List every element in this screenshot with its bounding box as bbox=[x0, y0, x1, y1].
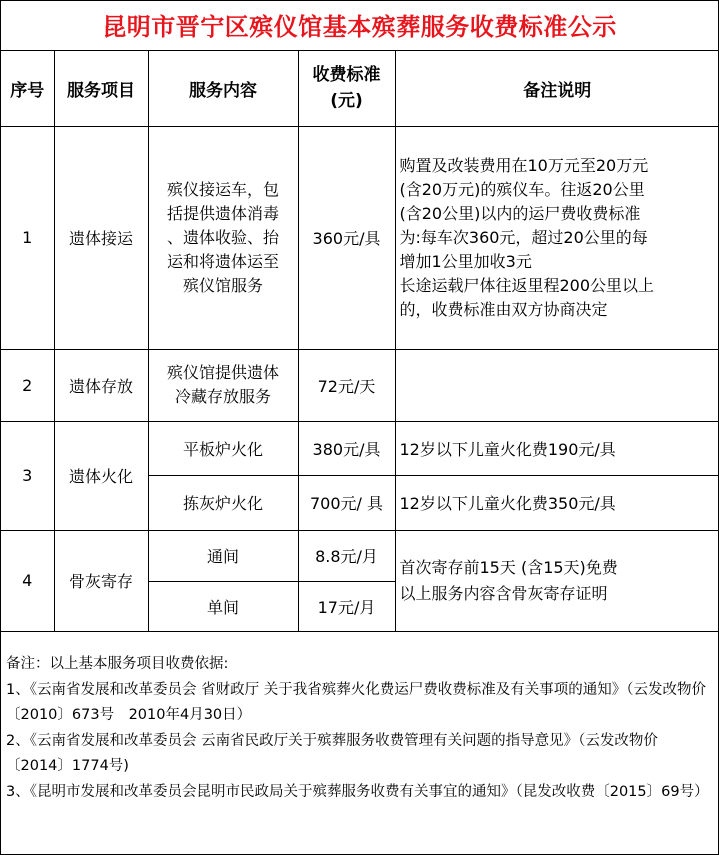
header-content: 服务内容 bbox=[148, 51, 298, 126]
footer-item: 3、《昆明市发展和改革委员会昆明市民政局关于殡葬服务收费有关事宜的通知》（昆发改收费〔2015〕69号） bbox=[6, 783, 709, 800]
row-fee: 17元/月 bbox=[298, 581, 395, 631]
page-title: 昆明市晋宁区殡仪馆基本殡葬服务收费标准公示 bbox=[1, 1, 718, 51]
content-line: 运和将遗体运至 bbox=[166, 251, 279, 271]
content-line: 冷藏存放服务 bbox=[174, 387, 271, 406]
content-line: 殡仪接运车，包 bbox=[166, 179, 279, 199]
note-line: 以上服务内容含骨灰寄存证明 bbox=[399, 583, 608, 603]
row-no: 3 bbox=[1, 421, 54, 530]
row-fee: 8.8元/月 bbox=[298, 530, 395, 581]
note-line: (含20公里)以内的运尸费收费标准 bbox=[399, 203, 641, 223]
row-no: 2 bbox=[1, 349, 54, 421]
content-line: 殡仪馆服务 bbox=[182, 275, 263, 295]
fee-table bbox=[1, 51, 719, 632]
row-item: 遗体存放 bbox=[54, 349, 148, 421]
footer-heading: 备注：以上基本服务项目收费依据: bbox=[6, 656, 229, 672]
row-note bbox=[395, 126, 719, 349]
header-fee-line1: 收费标准 bbox=[312, 65, 381, 86]
footer-item: 1、《云南省发展和改革委员会 省财政厅 关于我省殡葬火化费运尸费收费标准及有关事项的通知》（云发改物价〔2010〕673号 2010年4月30日） bbox=[6, 681, 706, 723]
row-item: 骨灰寄存 bbox=[54, 530, 148, 631]
row-note bbox=[395, 530, 719, 631]
header-fee-line2: (元) bbox=[330, 91, 363, 112]
row-no: 1 bbox=[1, 126, 54, 349]
row-note: 12岁以下儿童火化费190元/具 bbox=[395, 421, 719, 475]
row-note: 12岁以下儿童火化费350元/具 bbox=[395, 475, 719, 530]
row-fee: 700元/ 具 bbox=[298, 475, 395, 530]
row-content: 通间 bbox=[148, 530, 298, 581]
note-line: 增加1公里加收3元 bbox=[399, 251, 532, 271]
row-content bbox=[148, 126, 298, 349]
row-fee: 360元/具 bbox=[298, 126, 395, 349]
content-line: 殡仪馆提供遗体 bbox=[166, 363, 279, 382]
content-line: 、遗体收验、抬 bbox=[166, 227, 279, 247]
table-row bbox=[1, 421, 719, 475]
row-content: 单间 bbox=[148, 581, 298, 631]
row-fee: 380元/具 bbox=[298, 421, 395, 475]
note-line: (含20万元)的殡仪车。往返20公里 bbox=[399, 179, 645, 199]
footer-notes bbox=[1, 634, 718, 805]
note-line: 购置及改装费用在10万元至20万元 bbox=[399, 155, 649, 175]
row-content bbox=[148, 349, 298, 421]
row-fee: 72元/天 bbox=[298, 349, 395, 421]
row-note bbox=[395, 349, 719, 421]
header-no: 序号 bbox=[1, 51, 54, 126]
table-row bbox=[1, 530, 719, 581]
content-line: 括提供遗体消毒 bbox=[166, 203, 279, 223]
note-line: 为:每车次360元，超过20公里的每 bbox=[399, 227, 648, 247]
note-line: 长途运载尸体往返里程200公里以上 bbox=[399, 275, 655, 295]
table-row bbox=[1, 126, 719, 349]
note-line: 首次寄存前15天 (含15天)免费 bbox=[399, 557, 618, 577]
row-content: 拣灰炉火化 bbox=[148, 475, 298, 530]
row-item: 遗体接运 bbox=[54, 126, 148, 349]
header-item: 服务项目 bbox=[54, 51, 148, 126]
header-note: 备注说明 bbox=[395, 51, 719, 126]
row-item: 遗体火化 bbox=[54, 421, 148, 530]
row-no: 4 bbox=[1, 530, 54, 631]
table-row bbox=[1, 349, 719, 421]
table-header-row bbox=[1, 51, 719, 126]
header-fee bbox=[298, 51, 395, 126]
note-line: 的，收费标准由双方协商决定 bbox=[399, 299, 608, 319]
row-content: 平板炉火化 bbox=[148, 421, 298, 475]
footer-item: 2、《云南省发展和改革委员会 云南省民政厅关于殡葬服务收费管理有关问题的指导意见》（云发改物价〔2014〕1774号) bbox=[6, 732, 658, 774]
